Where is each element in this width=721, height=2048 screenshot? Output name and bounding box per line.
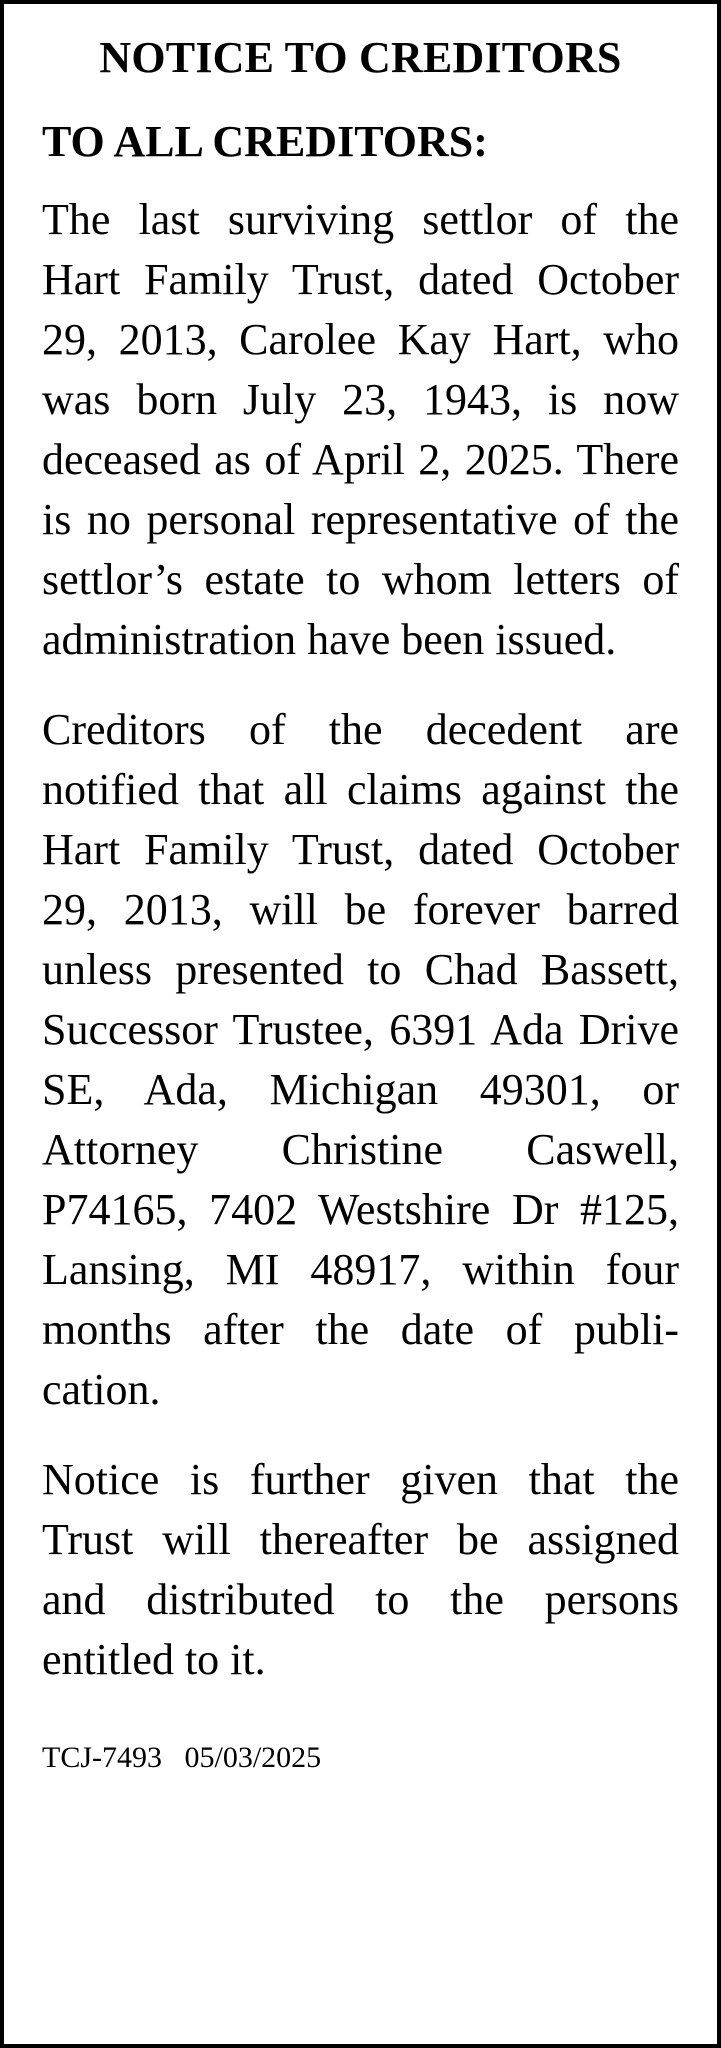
- notice-footer: [42, 1738, 679, 1778]
- reference-code: TCJ-7493: [42, 1741, 162, 1774]
- notice-paragraph-settlor: The last surviving settlor of the Hart Family Trust, dated October 29, 2013, Carolee Kay Hart, who was born July 23, 1943, is now deceased as of April 2, 2025. There is no personal representative of the settlor’s estate to whom letters of administration have been issued.: [42, 195, 679, 664]
- notice-paragraph-distribution: Notice is further given that the Trust will thereafter be assigned and distributed to the persons entitled to it.: [42, 1455, 679, 1684]
- notice-paragraph-claims: Creditors of the decedent are notified that all claims against the Hart Family Trust, dated October 29, 2013, will be forever barred unless presented to Chad Bassett, Successor Trustee, 6391 Ada Drive SE, Ada, Michigan 49301, or Attorney Christine Caswell, P74165, 7402 Westshire Dr #125, Lansing, MI 48917, within four months after the date of publication.: [42, 705, 679, 1414]
- publication-date: 05/03/2025: [184, 1741, 322, 1774]
- notice-salutation: TO ALL CREDITORS:: [42, 117, 488, 166]
- notice-title: NOTICE TO CREDITORS: [99, 33, 622, 82]
